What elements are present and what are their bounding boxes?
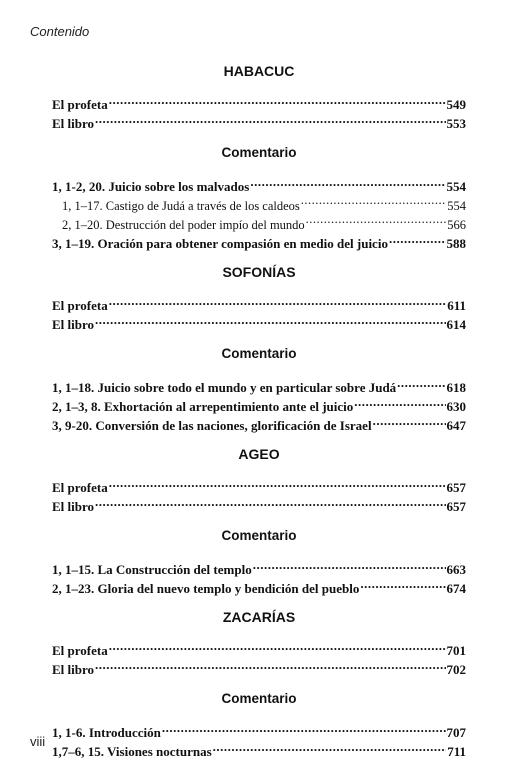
toc-entry-label: 2, 1–3, 8. Exhortación al arrepentimiento ante el juicio: [52, 399, 354, 414]
page-number: viii: [30, 734, 46, 749]
toc-entry-label: 3, 1–19. Oración para obtener compasión en medio del juicio: [52, 236, 388, 251]
section-title-comentario: Comentario: [221, 528, 297, 543]
leader-dots: [213, 737, 447, 756]
section-title-comentario: Comentario: [221, 346, 297, 361]
leader-dots: [354, 392, 445, 411]
toc-entry[interactable]: [52, 655, 466, 677]
section-title-comentario: Comentario: [221, 691, 297, 706]
toc-entry[interactable]: [52, 492, 466, 514]
toc-entry-label: 1, 1-2, 20. Juicio sobre los malvados: [52, 179, 250, 194]
leader-dots: [95, 655, 445, 674]
leader-dots: [109, 636, 446, 655]
toc-entry[interactable]: [52, 373, 466, 395]
toc-entry-page: 707: [446, 725, 466, 740]
section-title-comentario: Comentario: [221, 145, 297, 160]
toc-entry-label: 1, 1–18. Juicio sobre todo el mundo y en particular sobre Judá: [52, 380, 397, 395]
leader-dots: [162, 718, 446, 737]
toc-entry-label: El profeta: [52, 480, 108, 495]
toc-entry-label: 2, 1–23. Gloria del nuevo templo y bendición del pueblo: [52, 581, 360, 596]
leader-dots: [95, 310, 445, 329]
toc-entry-label: El profeta: [52, 298, 108, 313]
leader-dots: [109, 291, 446, 310]
toc-entry-label: 1,7–6, 15. Visiones nocturnas: [52, 744, 212, 759]
toc-entry[interactable]: [52, 109, 466, 131]
toc-entry[interactable]: [52, 310, 466, 332]
toc-entry-label: El libro: [52, 499, 95, 514]
toc-entry[interactable]: [52, 90, 466, 112]
toc-entry-page: 674: [446, 581, 466, 596]
leader-dots: [95, 492, 445, 511]
book-title-zacarias: ZACARÍAS: [222, 609, 296, 625]
toc-entry-page: 618: [446, 380, 466, 395]
leader-dots: [109, 473, 446, 492]
toc-entry-label: 2, 1–20. Destrucción del poder impío del mundo: [62, 218, 305, 232]
toc-entry-label: El profeta: [52, 97, 108, 112]
toc-entry-page: 588: [446, 236, 466, 251]
toc-entry-page: 614: [446, 317, 466, 332]
toc-entry[interactable]: [52, 172, 466, 194]
leader-dots: [373, 411, 446, 430]
toc-entry-page: 711: [447, 744, 466, 759]
toc-entry-page: 566: [447, 218, 466, 232]
toc-entry-label: El profeta: [52, 643, 108, 658]
toc-entry-page: 702: [446, 662, 466, 677]
leader-dots: [389, 229, 446, 248]
leader-dots: [95, 109, 445, 128]
toc-entry-page: 549: [446, 97, 466, 112]
toc-entry-label: 1, 1–15. La Construcción del templo: [52, 562, 252, 577]
running-head: Contenido: [30, 24, 90, 39]
leader-dots: [109, 90, 446, 109]
leader-dots: [253, 555, 446, 574]
toc-entry-page: 611: [447, 298, 466, 313]
toc-entry-label: 3, 9-20. Conversión de las naciones, glorificación de Israel: [52, 418, 372, 433]
toc-entry-label: El libro: [52, 662, 95, 677]
toc-entry-page: 630: [446, 399, 466, 414]
toc-entry-label: 1, 1–17. Castigo de Judá a través de los caldeos: [62, 199, 300, 213]
toc-entry-page: 657: [446, 499, 466, 514]
toc-entry-page: 554: [446, 179, 466, 194]
leader-dots: [250, 172, 445, 191]
toc-entry-page: 554: [447, 199, 466, 213]
leader-dots: [306, 210, 447, 229]
toc-entry-label: El libro: [52, 317, 95, 332]
toc-entry[interactable]: [52, 718, 466, 740]
toc-entry-page: 647: [446, 418, 466, 433]
toc-entry[interactable]: [52, 636, 466, 658]
book-title-habacuc: HABACUC: [223, 63, 295, 79]
toc-entry-label: El libro: [52, 116, 95, 131]
leader-dots: [397, 373, 445, 392]
leader-dots: [301, 191, 446, 210]
toc-entry-page: 663: [446, 562, 466, 577]
book-title-sofonias: SOFONÍAS: [222, 264, 296, 280]
toc-entry-page: 701: [446, 643, 466, 658]
leader-dots: [360, 574, 445, 593]
toc-entry[interactable]: [52, 473, 466, 495]
toc-entry[interactable]: [52, 555, 466, 577]
toc-entry-page: 553: [446, 116, 466, 131]
toc-entry-label: 1, 1-6. Introducción: [52, 725, 161, 740]
book-title-ageo: AGEO: [238, 446, 280, 462]
toc-entry-page: 657: [446, 480, 466, 495]
table-of-contents: [52, 60, 466, 759]
toc-entry[interactable]: [52, 291, 466, 313]
